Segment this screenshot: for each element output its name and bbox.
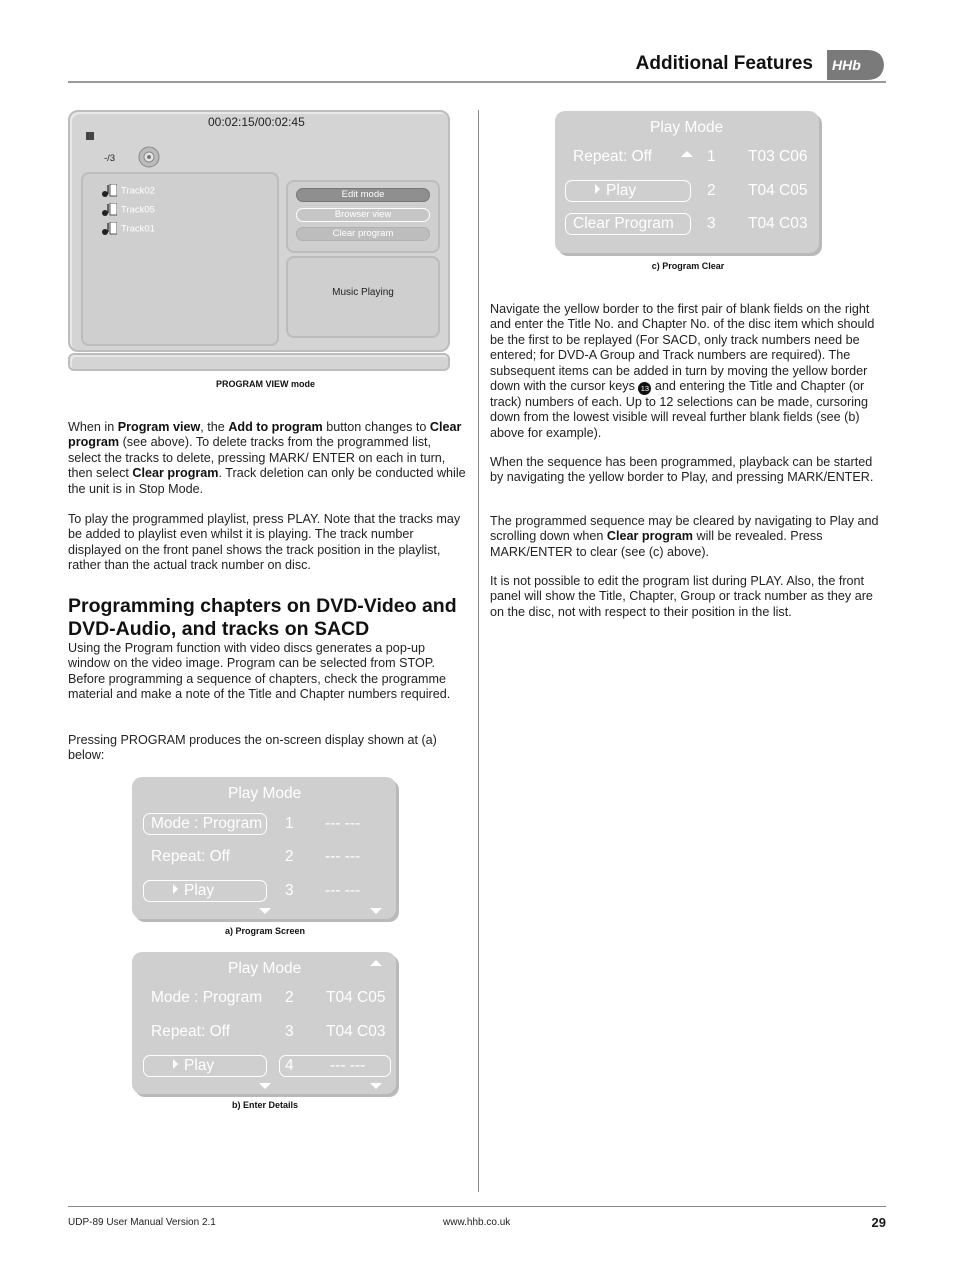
footer-url[interactable]: www.hhb.co.uk xyxy=(443,1217,511,1228)
mode-buttons-panel xyxy=(286,180,440,253)
play-arrow-icon xyxy=(595,184,600,194)
osd-enter-details xyxy=(132,952,396,1094)
music-note-icon xyxy=(101,203,117,217)
row-number: 1 xyxy=(285,815,294,832)
figure-caption: b) Enter Details xyxy=(231,1100,298,1110)
scroll-up-icon[interactable] xyxy=(681,151,693,157)
title-chapter-field[interactable]: --- --- xyxy=(325,882,361,899)
row-number: 2 xyxy=(707,182,716,199)
repeat-label[interactable]: Repeat: Off xyxy=(573,148,652,165)
play-button[interactable]: Play xyxy=(595,182,636,200)
stop-icon xyxy=(86,132,94,140)
scroll-down-icon[interactable] xyxy=(370,1083,382,1089)
row-number: 3 xyxy=(285,882,294,899)
scroll-down-icon[interactable] xyxy=(259,1083,271,1089)
mode-label: Mode : Program xyxy=(151,989,263,1006)
status-panel xyxy=(286,256,440,338)
cursor-key-badge: 13 xyxy=(638,382,651,395)
play-button[interactable]: Play xyxy=(173,882,214,900)
mode-label: Mode : Program xyxy=(151,815,263,832)
paragraph-play-playlist: To play the programmed playlist, press PLAY. Note that the tracks may be added to playlist even whilst it is playing. The track number displayed on the front panel shows the track position in the playlist, rather than the actual track number on disc. xyxy=(68,512,461,573)
program-view-figure xyxy=(68,110,453,375)
osd-title: Play Mode xyxy=(650,119,724,136)
clear-program-button[interactable]: Clear Program xyxy=(573,215,674,232)
paragraph-pressing-program: Pressing PROGRAM produces the on-screen display shown at (a) below: xyxy=(68,733,437,763)
footer-manual: UDP-89 User Manual Version 2.1 xyxy=(68,1217,216,1228)
clear-program-button[interactable]: Clear program xyxy=(296,227,430,241)
title-chapter-field[interactable]: --- --- xyxy=(330,1057,366,1074)
logo-text: HHb xyxy=(832,57,861,73)
figure-caption: c) Program Clear xyxy=(651,261,725,271)
track-item[interactable]: Track05 xyxy=(101,203,155,217)
scroll-up-icon[interactable] xyxy=(370,960,382,966)
title-chapter-field[interactable]: T03 C06 xyxy=(748,148,808,165)
row-number: 2 xyxy=(285,989,294,1006)
row-number: 3 xyxy=(707,215,716,232)
osd-title: Play Mode xyxy=(228,785,302,802)
figure-caption: PROGRAM VIEW mode xyxy=(215,379,315,389)
play-arrow-icon xyxy=(173,884,178,894)
osd-title: Play Mode xyxy=(228,960,302,977)
repeat-label[interactable]: Repeat: Off xyxy=(151,848,230,865)
track-item[interactable]: Track01 xyxy=(101,222,155,236)
paragraph-navigate: Navigate the yellow border to the first pair of blank fields on the right and enter the Title No. and Chapter No. of the disc item which should be the first to be replayed (For SACD, only track numbers need be entered; for DVD-A Group and Track numbers are required). The subsequent items can be added in turn by moving the yellow border down with the cursor keys 13 and entering the Title and Chapter (or track) numbers of each. Up to 12 selections can be made, cursoring down from the lowest visible will reveal further blank fields (see (b) above for example). xyxy=(490,302,875,440)
title-chapter-field[interactable]: --- --- xyxy=(325,848,361,865)
scroll-down-icon[interactable] xyxy=(259,908,271,914)
edit-mode-button[interactable]: Edit mode xyxy=(296,188,430,202)
track-list-panel xyxy=(81,172,279,346)
paragraph-sequence: When the sequence has been programmed, playback can be started by navigating the yellow border to Play, and pressing MARK/ENTER. xyxy=(490,455,874,485)
figure-caption: a) Program Screen xyxy=(224,926,306,936)
play-button[interactable]: Play xyxy=(173,1057,214,1075)
paragraph-clear: The programmed sequence may be cleared by navigating to Play and scrolling down when Clear program will be revealed. Press MARK/ENTER to clear (see (c) above). xyxy=(490,514,879,559)
row-number: 3 xyxy=(285,1023,294,1040)
browser-view-button[interactable]: Browser view xyxy=(296,208,430,222)
track-item[interactable]: Track02 xyxy=(101,184,155,198)
title-chapter-field[interactable]: T04 C05 xyxy=(748,182,808,199)
play-arrow-icon xyxy=(173,1059,178,1069)
title-chapter-field[interactable]: --- --- xyxy=(325,815,361,832)
music-note-icon xyxy=(101,184,117,198)
osd-program-clear xyxy=(555,111,819,253)
paragraph-edit-note: It is not possible to edit the program list during PLAY. Also, the front panel will show the Title, Chapter, Group or track number as they are on the disc, not with respect to their position in the list. xyxy=(490,574,873,619)
progress-bar xyxy=(68,353,450,371)
row-number: 4 xyxy=(285,1057,294,1074)
row-number: 1 xyxy=(707,148,716,165)
paragraph-program-view: When in Program view, the Add to program button changes to Clear program (see above). To delete tracks from the programmed list, select the tracks to delete, pressing MARK/ ENTER on each in turn, then select Clear program. Track deletion can only be conducted while the unit is in Stop Mode. xyxy=(68,420,466,496)
disc-icon xyxy=(138,146,160,168)
status-text: Music Playing xyxy=(332,287,394,298)
repeat-label[interactable]: Repeat: Off xyxy=(151,1023,230,1040)
footer-rule xyxy=(68,1206,886,1207)
page-section-title: Additional Features xyxy=(635,53,813,74)
section-heading: Programming chapters on DVD-Video and DVD-Audio, and tracks on SACD xyxy=(68,595,457,640)
time-display: 00:02:15/00:02:45 xyxy=(208,115,305,129)
paragraph-program-function: Using the Program function with video discs generates a pop-up window on the video image. Program can be selected from STOP. Before programming a sequence of chapters, check the programme material and make a note of the Title and Chapter numbers required. xyxy=(68,641,451,702)
scroll-down-icon[interactable] xyxy=(370,908,382,914)
header-rule xyxy=(68,81,886,83)
column-divider xyxy=(478,110,479,1192)
osd-program-screen xyxy=(132,777,396,919)
music-note-icon xyxy=(101,222,117,236)
title-chapter-field[interactable]: T04 C03 xyxy=(748,215,808,232)
row-number: 2 xyxy=(285,848,294,865)
page-number: 29 xyxy=(871,1215,886,1230)
title-chapter-field[interactable]: T04 C03 xyxy=(326,1023,386,1040)
track-count: -/3 xyxy=(104,153,116,164)
title-chapter-field[interactable]: T04 C05 xyxy=(326,989,386,1006)
hhb-logo xyxy=(823,48,885,82)
